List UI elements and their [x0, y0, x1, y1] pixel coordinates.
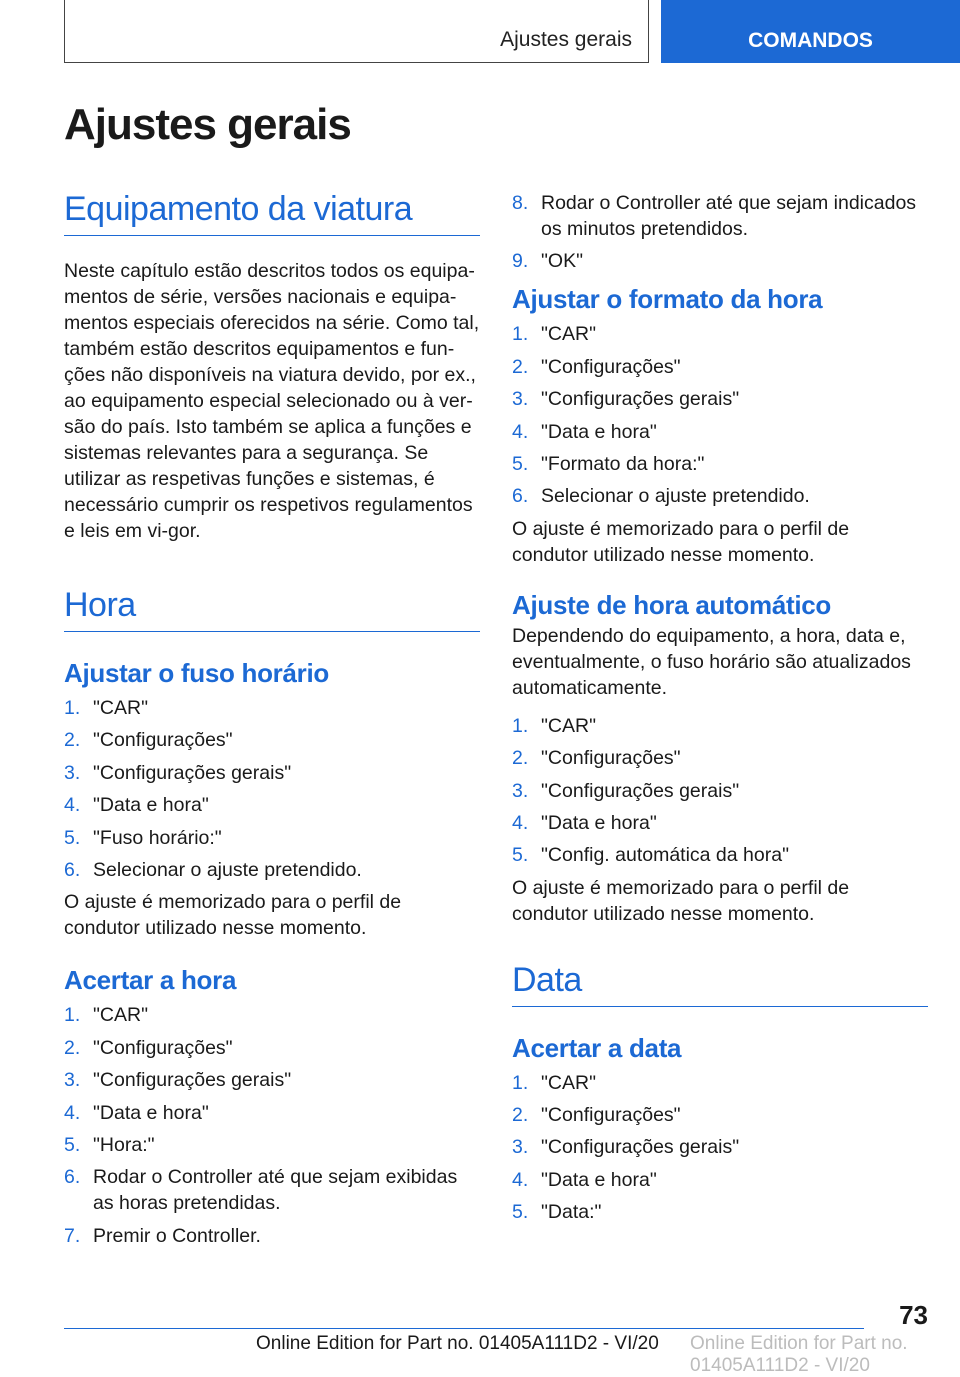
step-text: "Configurações gerais" — [93, 761, 292, 784]
step-number: 5. — [512, 1201, 529, 1224]
step-text: Rodar o Controller até que sejam indicados os minutos pretendidos. — [541, 192, 917, 240]
list-item — [64, 825, 480, 851]
subheading-formato-hora: Ajustar o formato da hora — [512, 284, 823, 315]
step-text: "CAR" — [541, 714, 597, 737]
step-text: "Configurações gerais" — [93, 1069, 292, 1092]
step-text: "Configurações gerais" — [541, 1136, 740, 1159]
subheading-acertar-data: Acertar a data — [512, 1032, 682, 1063]
step-text: "Formato da hora:" — [541, 452, 705, 475]
step-text: Rodar o Controller até que sejam exibidas as horas pretendidas. — [93, 1166, 458, 1215]
step-text: Selecionar o ajuste pretendido. — [93, 858, 362, 881]
list-item — [512, 1199, 928, 1225]
list-item — [64, 727, 480, 753]
step-text: "Configurações" — [541, 1104, 681, 1127]
list-item — [64, 1100, 480, 1126]
list-item — [512, 810, 928, 836]
header-chapter-tab[interactable] — [661, 0, 960, 63]
note-formato-hora: O ajuste é memorizado para o perfil de condutor utilizado nesse momento. — [512, 517, 850, 566]
step-number: 6. — [512, 485, 529, 508]
step-number: 6. — [64, 858, 81, 881]
list-item — [512, 190, 928, 242]
step-text: "CAR" — [541, 323, 597, 346]
step-number: 5. — [64, 1133, 81, 1156]
step-text: "Data e hora" — [93, 1101, 209, 1124]
list-item — [64, 1223, 480, 1249]
list-item — [64, 695, 480, 721]
step-number: 3. — [512, 388, 529, 411]
intro-hora-automatico: Dependendo do equipamento, a hora, data e, eventualmente, o fuso horário são atualizados automaticamente. — [512, 624, 911, 699]
step-text: "Configurações" — [93, 1036, 233, 1059]
list-item — [512, 713, 928, 739]
step-number: 2. — [64, 1036, 81, 1059]
step-text: "Fuso horário:" — [93, 826, 222, 849]
equipamento-paragraph: Neste capítulo estão descritos todos os equipa-mentos de série, versões nacionais e equipa-mentos especiais oferecidos na série. Como tal, também estão descritos equipamentos e fun-ções não disponíveis na viatura devido, por ex., ao equipamento especial selecionado ou à ver-são do país. Isto também se aplica a funções e sistemas relevantes para a segurança. Se utilizar as respetivas funções e sistemas, é necessário cumprir os respetivos regulamentos e leis em vi-gor. — [64, 260, 480, 542]
footer-divider — [64, 1328, 864, 1329]
section-heading-equipamento: Equipamento da viatura — [64, 190, 480, 236]
step-text: "Data:" — [541, 1201, 602, 1224]
page-title: Ajustes gerais — [64, 100, 351, 149]
header-chapter-label: COMANDOS — [748, 28, 873, 52]
list-item — [512, 386, 928, 412]
list-item — [512, 1134, 928, 1160]
step-number: 3. — [512, 779, 529, 802]
step-number: 1. — [64, 1004, 81, 1027]
step-text: "CAR" — [93, 697, 149, 719]
left-column — [64, 190, 480, 1255]
step-number: 4. — [512, 420, 529, 443]
step-number: 1. — [512, 714, 529, 737]
list-item — [512, 419, 928, 445]
step-text: "Data e hora" — [93, 794, 209, 817]
step-text: "OK" — [541, 250, 584, 273]
step-text: "CAR" — [93, 1004, 149, 1027]
header-section-title: Ajustes gerais — [500, 28, 632, 51]
list-item — [512, 1102, 928, 1128]
step-number: 1. — [512, 323, 529, 346]
list-item — [512, 745, 928, 771]
step-number: 4. — [512, 811, 529, 834]
step-text: "Configurações gerais" — [541, 388, 740, 411]
page-number: 73 — [899, 1300, 928, 1330]
steps-acertar-data — [512, 1070, 928, 1226]
footer-edition-text: Online Edition for Part no. 01405A111D2 - VI/20 — [256, 1333, 659, 1354]
step-number: 5. — [64, 826, 81, 849]
list-item — [64, 760, 480, 786]
step-text: "Configurações" — [541, 355, 681, 378]
steps-hora-automatico — [512, 713, 928, 869]
step-number: 2. — [512, 355, 529, 378]
step-number: 9. — [512, 250, 529, 273]
list-item — [64, 1132, 480, 1158]
list-item — [512, 248, 928, 274]
step-text: "Configurações" — [93, 729, 233, 752]
footer-watermark: Online Edition for Part no. 01405A111D2 - VI/20 — [690, 1333, 908, 1376]
list-item — [64, 1002, 480, 1028]
step-number: 3. — [512, 1136, 529, 1159]
step-text: "CAR" — [541, 1071, 597, 1094]
step-number: 1. — [64, 697, 81, 719]
note-fuso-horario: O ajuste é memorizado para o perfil de condutor utilizado nesse momento. — [64, 891, 402, 940]
list-item — [512, 1070, 928, 1096]
list-item — [512, 321, 928, 347]
step-text: "Configurações gerais" — [541, 779, 740, 802]
section-heading-hora: Hora — [64, 586, 480, 632]
step-number: 3. — [64, 1069, 81, 1092]
step-number: 5. — [512, 844, 529, 867]
step-number: 1. — [512, 1071, 529, 1094]
step-number: 3. — [64, 761, 81, 784]
step-number: 4. — [512, 1168, 529, 1191]
steps-acertar-hora — [64, 1002, 480, 1248]
step-number: 2. — [512, 747, 529, 770]
list-item — [64, 1067, 480, 1093]
header-section-box — [64, 0, 649, 63]
step-text: "Configurações" — [541, 747, 681, 770]
list-item — [64, 857, 480, 883]
list-item — [64, 1035, 480, 1061]
step-text: "Hora:" — [93, 1133, 155, 1156]
note-hora-automatico: O ajuste é memorizado para o perfil de condutor utilizado nesse momento. — [512, 876, 850, 925]
step-number: 4. — [64, 794, 81, 817]
list-item — [512, 842, 928, 868]
step-number: 7. — [64, 1224, 81, 1247]
list-item — [512, 483, 928, 509]
step-text: "Config. automática da hora" — [541, 844, 789, 867]
step-number: 2. — [512, 1104, 529, 1127]
step-text: Premir o Controller. — [93, 1224, 261, 1247]
step-number: 6. — [64, 1166, 81, 1189]
step-number: 2. — [64, 729, 81, 752]
step-text: "Data e hora" — [541, 811, 657, 834]
section-heading-data: Data — [512, 961, 928, 1007]
list-item — [512, 451, 928, 477]
right-column — [512, 190, 928, 1232]
list-item — [64, 792, 480, 818]
list-item — [512, 778, 928, 804]
list-item — [512, 354, 928, 380]
steps-formato-hora — [512, 321, 928, 509]
step-number: 5. — [512, 452, 529, 475]
steps-fuso-horario — [64, 695, 480, 883]
subheading-acertar-hora: Acertar a hora — [64, 965, 237, 996]
step-text: "Data e hora" — [541, 1168, 657, 1191]
subheading-fuso-horario: Ajustar o fuso horário — [64, 658, 329, 688]
list-item — [64, 1164, 480, 1216]
list-item — [512, 1167, 928, 1193]
step-number: 4. — [64, 1101, 81, 1124]
steps-acertar-hora-continued — [512, 190, 928, 274]
step-number: 8. — [512, 192, 529, 214]
subheading-hora-automatico: Ajuste de hora automático — [512, 589, 831, 620]
step-text: "Data e hora" — [541, 420, 657, 443]
step-text: Selecionar o ajuste pretendido. — [541, 485, 810, 508]
